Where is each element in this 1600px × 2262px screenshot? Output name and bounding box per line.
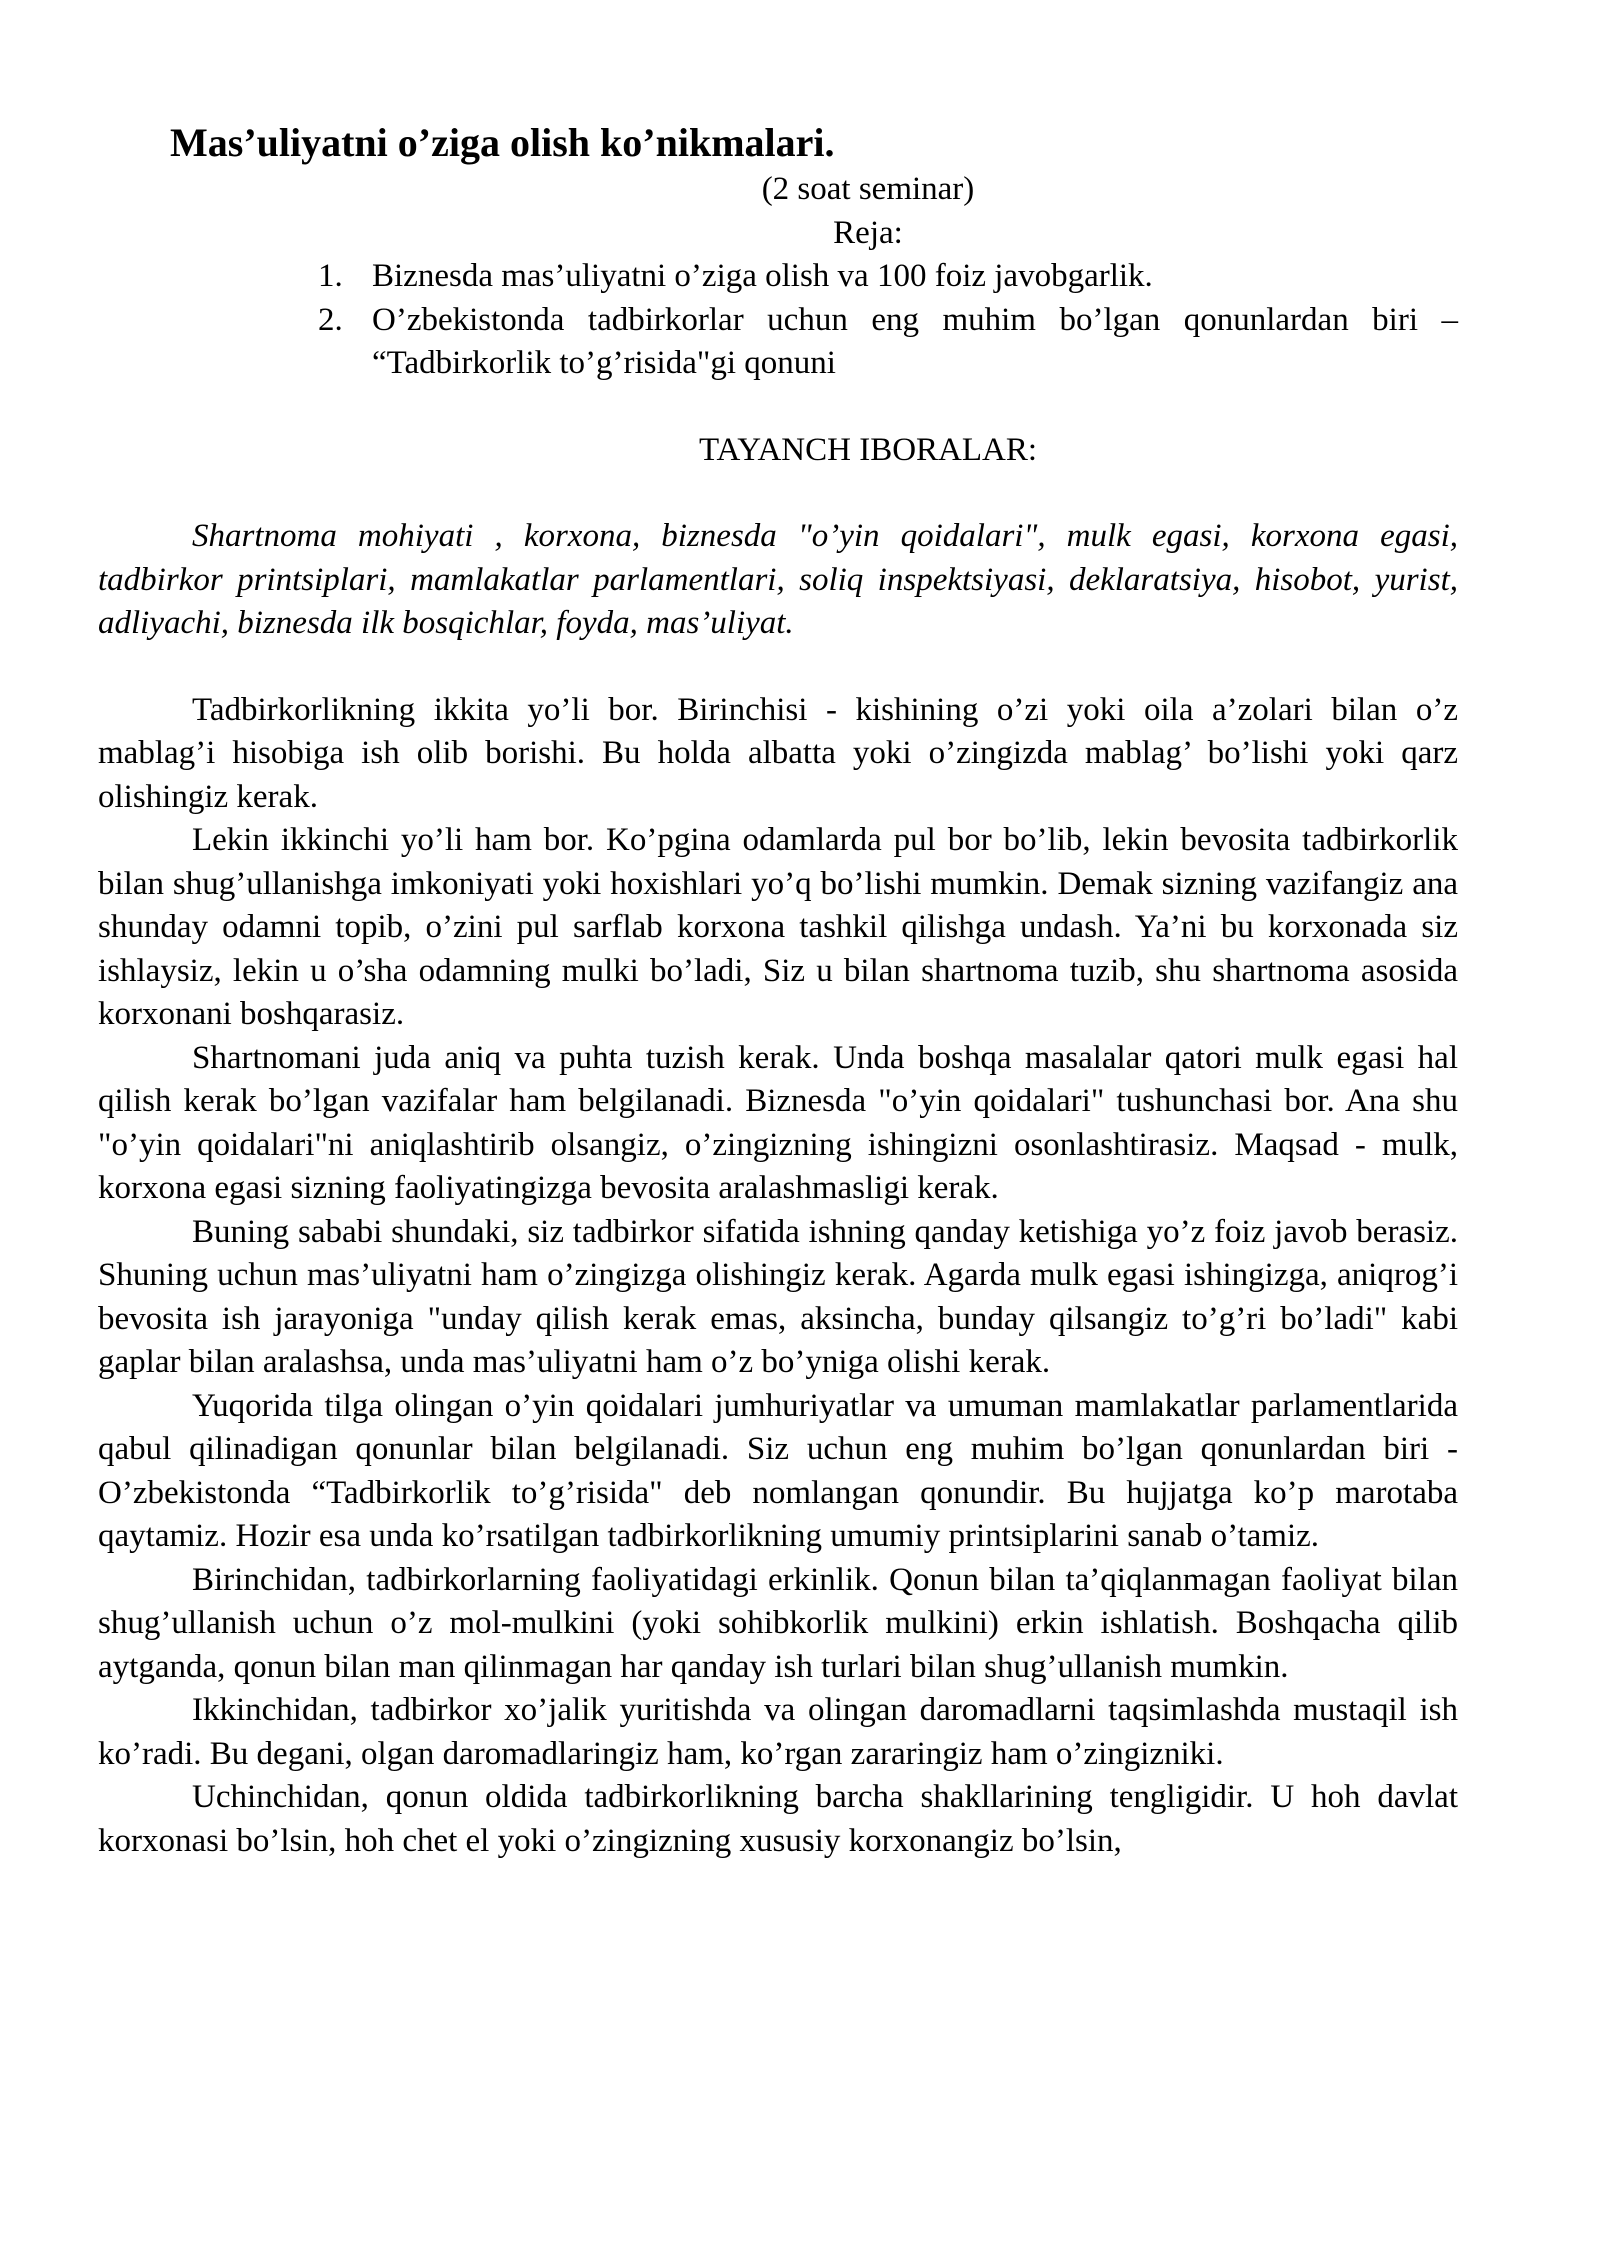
body-paragraph: Buning sababi shundaki, siz tadbirkor sifatida ishning qanday ketishiga yo’z foiz javob berasiz. Shuning uchun mas’uliyatni ham o’zingizga olishingiz kerak. Agarda mulk egasi ishingizga, aniqrog’i bevosita ish jarayoniga "unday qilish kerak emas, aksincha, bunday qilsangiz to’g’ri bo’ladi" kabi gaplar bilan aralashsa, unda mas’uliyatni ham o’z bo’yniga olishi kerak.: [98, 1213, 1458, 1380]
body-paragraph: Birinchidan, tadbirkorlarning faoliyatidagi erkinlik. Qonun bilan ta’qiqlanmagan faoliyat bilan shug’ullanish uchun o’z mol-mulkini (yoki sohibkorlik mulkini) erkin ishlatish. Boshqacha qilib aytganda, qonun bilan man qilinmagan har qanday ish turlari bilan shug’ullanish mumkin.: [98, 1561, 1458, 1685]
plan-item-number: 2.: [318, 301, 343, 338]
keywords-paragraph: Shartnoma mohiyati , korxona, biznesda "o’yin qoidalari", mulk egasi, korxona egasi, tadbirkor printsiplari, mamlakatlar parlamentlari, soliq inspektsiyasi, deklaratsiya, hisobot, yurist, adliyachi, biznesda ilk bosqichlar, foyda, mas’uliyat.: [98, 518, 1458, 641]
plan-label: Reja:: [833, 214, 903, 251]
document-title: Mas’uliyatni o’ziga olish ko’nikmalari.: [170, 120, 835, 165]
body-paragraph: Lekin ikkinchi yo’li ham bor. Ko’pgina odamlarda pul bor bo’lib, lekin bevosita tadbirkorlik bilan shug’ullanishga imkoniyati yoki hoxishlari yo’q bo’lishi mumkin. Demak sizning vazifangiz ana shunday odamni topib, o’zini pul sarflab korxona tashkil qilishga undash. Ya’ni bu korxonada siz ishlaysiz, lekin u o’sha odamning mulki bo’ladi, Siz u bilan shartnoma tuzib, shu shartnoma asosida korxonani boshqarasiz.: [98, 822, 1458, 1032]
document-subtitle: (2 soat seminar): [761, 171, 975, 207]
body-paragraph: Yuqorida tilga olingan o’yin qoidalari jumhuriyatlar va umuman mamlakatlar parlamentlarida qabul qilinadigan qonunlar bilan belgilanadi. Siz uchun eng muhim bo’lgan qonunlardan biri - O’zbekistonda “Tadbirkorlik to’g’risida" deb nomlangan qonundir. Bu hujjatga ko’p marotaba qaytamiz. Hozir esa unda ko’rsatilgan tadbirkorlikning umumiy printsiplarini sanab o’tamiz.: [98, 1387, 1458, 1554]
body-text: [98, 689, 1458, 1864]
plan-item-number: 1.: [318, 258, 343, 294]
body-paragraph: Shartnomani juda aniq va puhta tuzish kerak. Unda boshqa masalalar qatori mulk egasi hal qilish kerak bo’lgan vazifalar ham belgilanadi. Biznesda "o’yin qoidalari" tushunchasi bor. Ana shu "o’yin qoidalari"ni aniqlashtirib olsangiz, o’zingizning ishingizni osonlashtirasiz. Maqsad - mulk, korxona egasi sizning faoliyatingizga bevosita aralashmasligi kerak.: [98, 1039, 1458, 1206]
plan-item: [318, 255, 1458, 299]
plan-list: [98, 255, 1458, 386]
plan-item-text: Biznesda mas’uliyatni o’ziga olish va 100 foiz javobgarlik.: [372, 258, 1153, 294]
plan-item: [318, 299, 1458, 386]
body-paragraph: Uchinchidan, qonun oldida tadbirkorlikning barcha shakllarining tengligidir. U hoh davlat korxonasi bo’lsin, hoh chet el yoki o’zingizning xususiy korxonangiz bo’lsin,: [98, 1779, 1458, 1859]
body-paragraph: Ikkinchidan, tadbirkor xo’jalik yuritishda va olingan daromadlarni taqsimlashda mustaqil ish ko’radi. Bu degani, olgan daromadlaringiz ham, ko’rgan zararingiz ham o’zingizniki.: [98, 1692, 1458, 1772]
body-paragraph: Tadbirkorlikning ikkita yo’li bor. Birinchisi - kishining o’zi yoki oila a’zolari bilan o’z mablag’i hisobiga ish olib borishi. Bu holda albatta yoki o’zingizda mablag’ bo’lishi yoki qarz olishingiz kerak.: [98, 691, 1458, 815]
keywords-heading: TAYANCH IBORALAR:: [698, 431, 1038, 468]
plan-item-text: O’zbekistonda tadbirkorlar uchun eng muhim bo’lgan qonunlardan biri – “Tadbirkorlik to’g’risida"gi qonuni: [372, 301, 1458, 381]
